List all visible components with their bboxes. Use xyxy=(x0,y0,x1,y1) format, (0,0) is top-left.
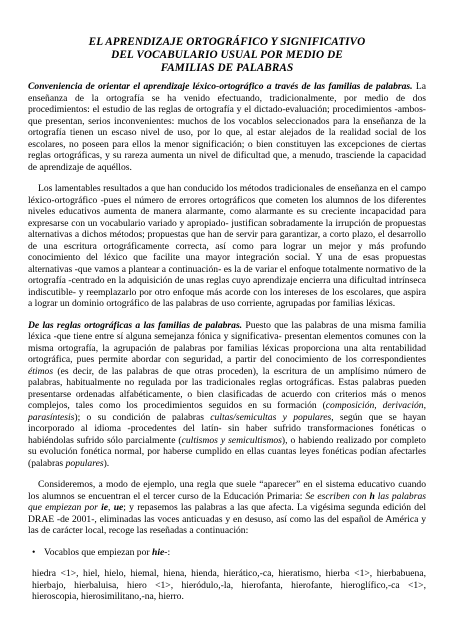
document-title xyxy=(28,36,426,75)
paragraph-3-lead: De las reglas ortográficas a las familias de palabras. xyxy=(28,319,243,331)
document-page xyxy=(28,36,426,603)
paragraph-1-lead: Conveniencia de orientar el aprendizaje léxico-ortográfico a través de las familias de palabras. xyxy=(28,81,413,92)
title-line-3: FAMILIAS DE PALABRAS xyxy=(160,62,294,74)
rule-text: Se escriben con xyxy=(305,490,370,502)
vocab-list xyxy=(28,547,426,559)
list-item: • Vocablos que empiezan por hie-: xyxy=(32,546,171,558)
paragraph-2: Los lamentables resultados a que han conducido los métodos tradicionales de enseñanza en el campo léxico-ortográfico -pues el número de errores ortográficos que cometen los alumnos de los diferentes niveles educativos aumenta de manera alarmante, como alarmante es su creciente incapacidad para expresarse con un vocabulario variado y apropiado- justifican sobradamente la irrupción de propuestas alternativas a dichos métodos; propuestas que han de servir para garantizar, a corto plazo, el desarrollo de una escritura ortográficamente correcta, así como para lograr un mejor y más profundo conocimiento del léxico que facilite una mayor integración social. Y una de esas propuestas alternativas -que vamos a plantear a continuación- es la de variar el enfoque totalmente normativo de la ortografía -centrado en la adquisición de unas reglas cuyo aprendizaje encierra una dificultad intrínseca indiscutible- y reemplazarlo por otro enfoque más acorde con los intereses de los escolares, que aspira a lograr un dominio ortográfico de las palabras de uso corriente, agrupadas por familias léxicas. xyxy=(28,183,426,309)
title-line-2: DEL VOCABULARIO USUAL POR MEDIO DE xyxy=(111,49,343,61)
paragraph-1 xyxy=(28,81,426,173)
title-line-1: EL APRENDIZAJE ORTOGRÁFICO Y SIGNIFICATIVO xyxy=(88,36,366,48)
paragraph-1-text: La enseñanza de la ortografía se ha venido efectuando, tradicionalmente, por medio de dos procedimientos: el estudio de las reglas de ortografía y el dictado-evaluación; procedimientos -ambos- que presentan, serios inconvenientes: muchos de los vocablos seleccionados para la enseñanza de la ortografía tienen un escaso nivel de uso, por lo que, al estar alejados de la realidad social de los escolares, no poseen para ellos la menor significación; o bien constituyen las excepciones de ciertas reglas ortográficas, y su rareza aumenta un nivel de dificultad que, a menudo, trasciende la capacidad de aprendizaje de aquéllos. xyxy=(28,81,426,173)
prefix-hie: hie- xyxy=(152,546,168,558)
word-list: hiedra <1>, hiel, hielo, hiemal, hiena, hienda, hierático,-ca, hieratismo, hierba <1>, hierbabuena, hierbajo, hierbaluisa, hiero <1>, hieródulo,-la, hierofanta, hierofante, hieroglífico,-ca <1>, hieroscopia, hierosimilitano,-na, hierro. xyxy=(32,568,426,602)
bullet-icon: • xyxy=(32,546,36,558)
paragraph-4: Consideremos, a modo de ejemplo, una regla que suele “aparecer” en el sistema educativo cuando los alumnos se encuentran el el tercer curso de la Educación Primaria: Se escriben con h las palabras que empiezan por ie, ue; y repasemos las palabras a las que afecta. La vigésima segunda edición del DRAE -de 2001-, eliminadas las voces anticuadas y en desuso, así como las del español de América y las de carácter local, recoge las reseñadas a continuación: xyxy=(28,479,427,536)
paragraph-3: De las reglas ortográficas a las familias de palabras. Puesto que las palabras de una misma familia léxica -que tiene entre sí alguna semejanza fónica y significativa- presentan elementos comunes con la misma ortografía, la agrupación de palabras por familias léxicas proporciona una alta rentabilidad ortográfica, pues permite abordar con seguridad, a partir del conocimiento de los correspondientes étimos (es decir, de las palabras de que otras proceden), la escritura de un amplísimo número de palabras, habitualmente no regulada por las tradicionales reglas ortográficas. Estas palabras pueden presentarse ordenadas alfabéticamente, o bien clasificadas de acuerdo con criterios más o menos complejos, tales como los procedimientos seguidos en su formación (composición, derivación, parasíntesis); o su condición de palabras cultas/semicultas y populares, según que se hayan incorporado al idioma -procedentes del latín- sin haber sufrido transformaciones fonéticas o habiéndolas sufrido sólo parcialmente (cultismos y semicultismos), o habiendo realizado por completo su evolución fonética normal, por haberse cumplido en ellas cuantas leyes fonéticas podían afectarles (palabras populares). xyxy=(28,319,426,469)
